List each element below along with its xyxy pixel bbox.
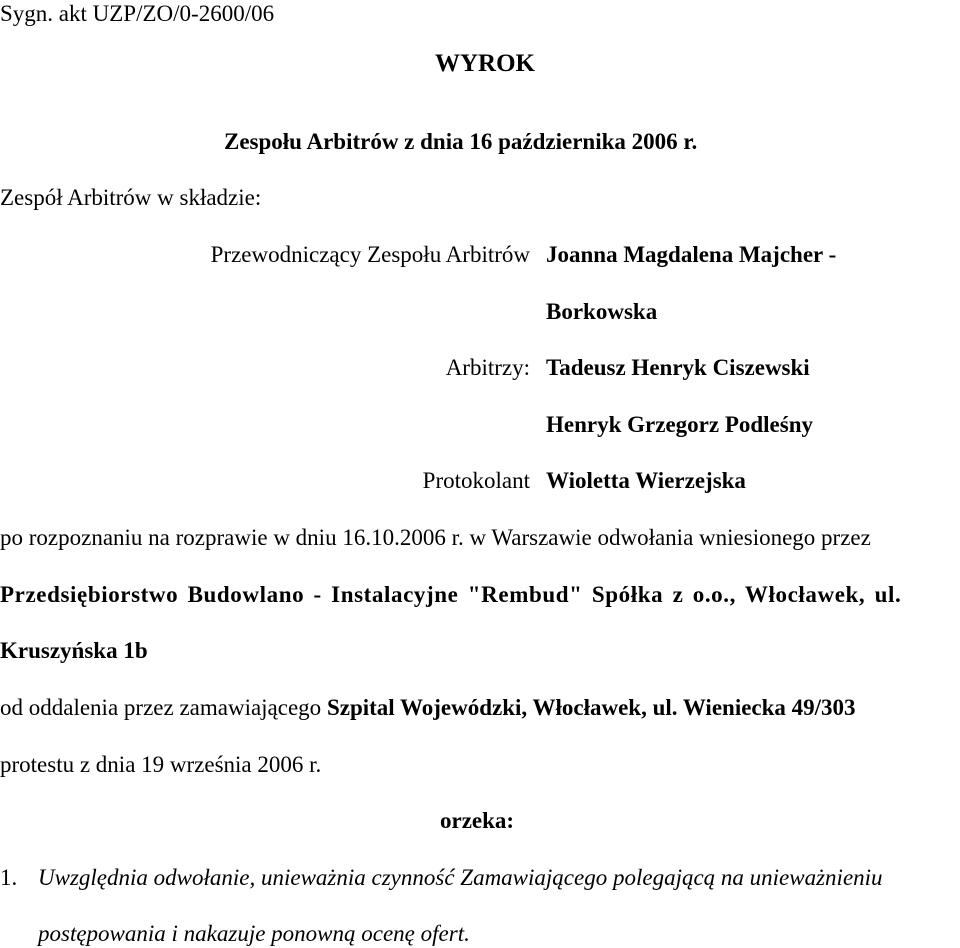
document-title: WYROK: [435, 50, 535, 77]
ruling-item-1-line-2: postępowania i nakazuje ponowną ocenę ofert.: [38, 921, 470, 946]
clerk-label: Protokolant: [422, 468, 530, 493]
panel-intro: Zespół Arbitrów w składzie:: [0, 185, 262, 210]
chair-name-line2: Borkowska: [546, 299, 658, 324]
arbiters-label: Arbitrzy:: [445, 355, 530, 380]
ruling-item-1-number: 1.: [0, 865, 18, 890]
paragraph-1-line-3: Kruszyńska 1b: [0, 638, 148, 663]
ruling-heading: orzeka:: [440, 808, 515, 833]
case-signature: Sygn. akt UZP/ZO/0-2600/06: [0, 1, 275, 26]
clerk-name: Wioletta Wierzejska: [546, 468, 746, 493]
paragraph-1-line-1: po rozpoznaniu na rozprawie w dniu 16.10.2006 r. w Warszawie odwołania wniesionego przez: [0, 525, 871, 550]
paragraph-2-prefix: od oddalenia przez zamawiającego: [0, 695, 327, 720]
paragraph-1-line-2: Przedsiębiorstwo Budowlano - Instalacyjne "Rembud" Spółka z o.o., Włocławek, ul.: [0, 582, 902, 607]
contracting-authority: Szpital Wojewódzki, Włocławek, ul. Wieniecka 49/303: [326, 695, 856, 720]
document-subtitle: Zespołu Arbitrów z dnia 16 października 2006 r.: [224, 129, 698, 154]
arbiter-2-name: Henryk Grzegorz Podleśny: [546, 412, 814, 437]
arbiter-1-name: Tadeusz Henryk Ciszewski: [546, 355, 810, 380]
ruling-item-1-line-1: Uwzględnia odwołanie, unieważnia czynność Zamawiającego polegającą na unieważnieniu: [38, 865, 883, 890]
paragraph-2: [0, 694, 856, 722]
chair-label: Przewodniczący Zespołu Arbitrów: [210, 242, 530, 267]
chair-name-line1: Joanna Magdalena Majcher -: [546, 242, 837, 267]
paragraph-3: protestu z dnia 19 września 2006 r.: [0, 752, 322, 777]
